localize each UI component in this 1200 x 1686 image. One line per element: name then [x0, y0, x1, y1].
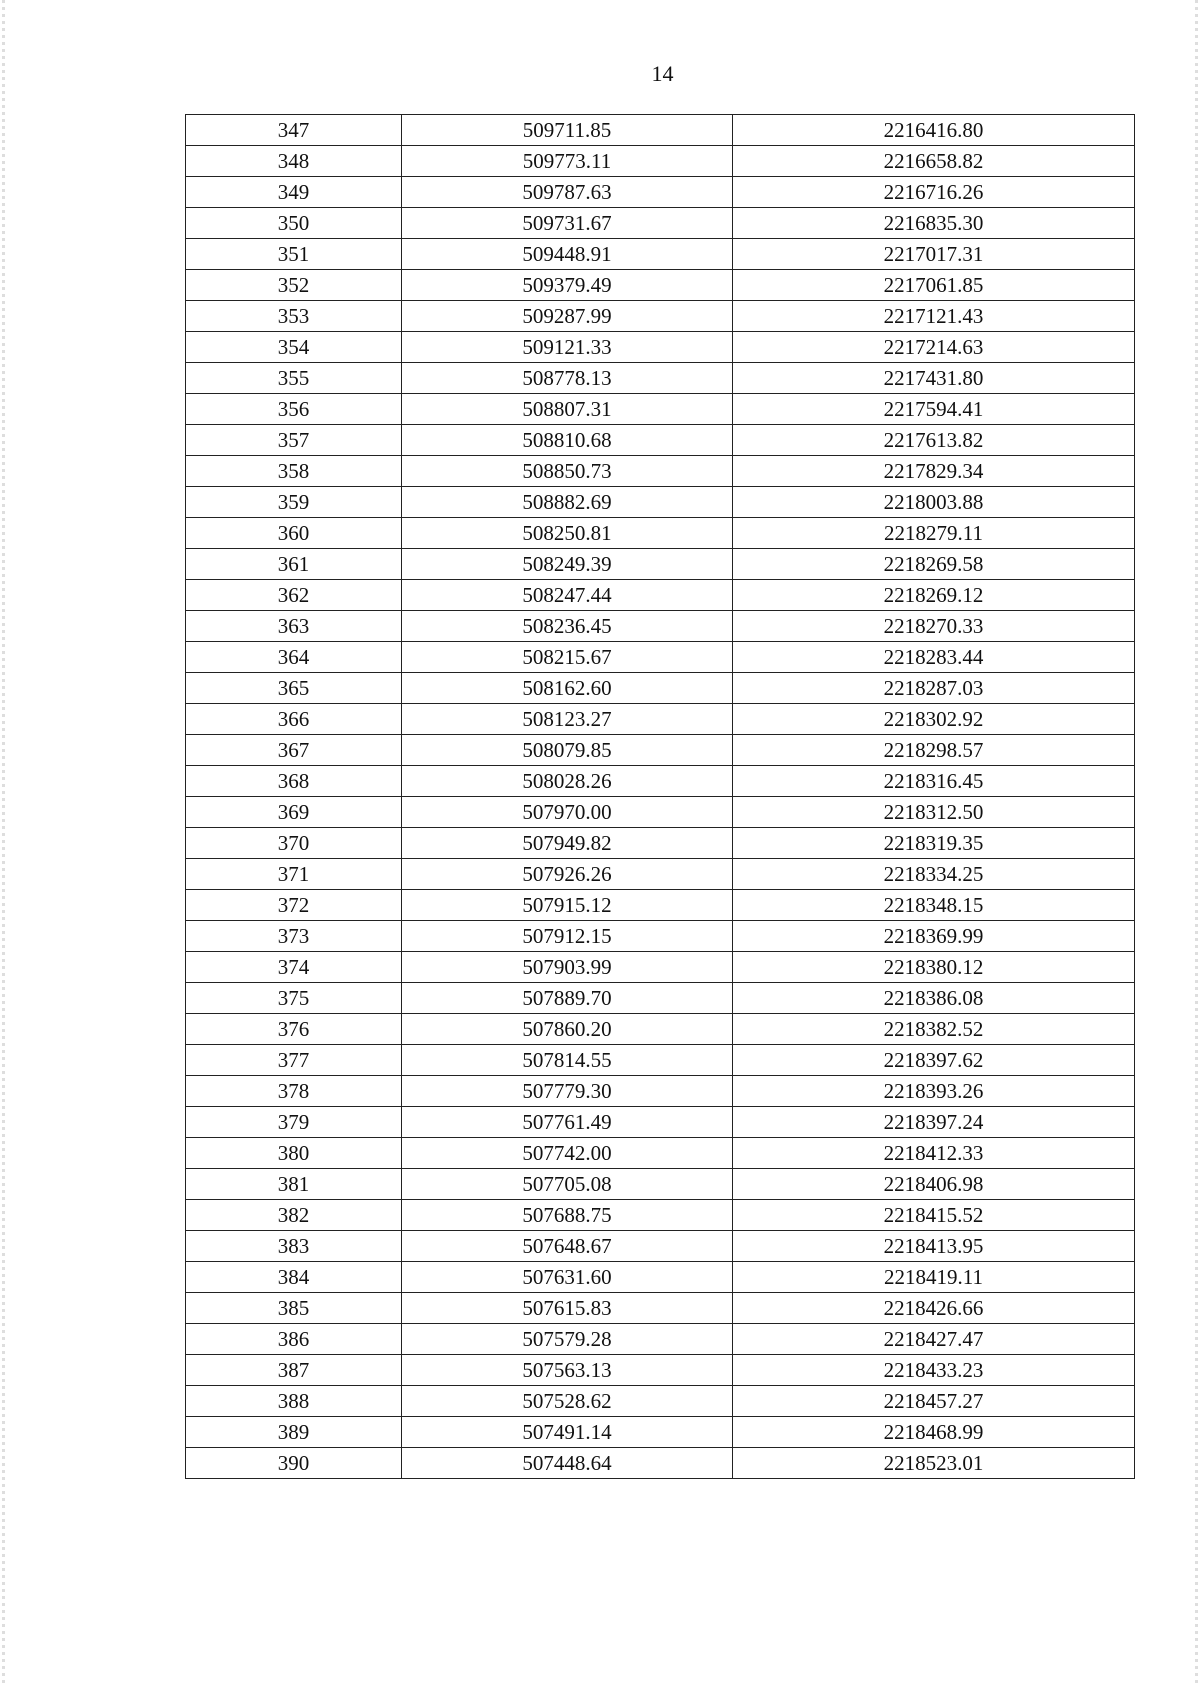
point-number-cell: 379 — [186, 1107, 402, 1138]
y-coordinate-cell: 2218419.11 — [733, 1262, 1135, 1293]
table-row — [186, 115, 1135, 146]
y-coordinate-cell: 2218415.52 — [733, 1200, 1135, 1231]
point-number-cell: 389 — [186, 1417, 402, 1448]
point-number-cell: 362 — [186, 580, 402, 611]
x-coordinate-cell: 507528.62 — [402, 1386, 733, 1417]
coordinate-table-body — [186, 115, 1135, 1479]
point-number-cell: 351 — [186, 239, 402, 270]
coordinate-table — [185, 114, 1135, 1479]
point-number-cell: 386 — [186, 1324, 402, 1355]
point-number-cell: 372 — [186, 890, 402, 921]
point-number-cell: 366 — [186, 704, 402, 735]
y-coordinate-cell: 2218380.12 — [733, 952, 1135, 983]
y-coordinate-cell: 2218397.24 — [733, 1107, 1135, 1138]
y-coordinate-cell: 2218298.57 — [733, 735, 1135, 766]
x-coordinate-cell: 507860.20 — [402, 1014, 733, 1045]
y-coordinate-cell: 2218468.99 — [733, 1417, 1135, 1448]
table-row — [186, 332, 1135, 363]
table-row — [186, 735, 1135, 766]
x-coordinate-cell: 507915.12 — [402, 890, 733, 921]
point-number-cell: 350 — [186, 208, 402, 239]
point-number-cell: 363 — [186, 611, 402, 642]
table-row — [186, 611, 1135, 642]
y-coordinate-cell: 2218523.01 — [733, 1448, 1135, 1479]
y-coordinate-cell: 2218386.08 — [733, 983, 1135, 1014]
table-row — [186, 1200, 1135, 1231]
x-coordinate-cell: 508079.85 — [402, 735, 733, 766]
x-coordinate-cell: 507688.75 — [402, 1200, 733, 1231]
x-coordinate-cell: 507563.13 — [402, 1355, 733, 1386]
page-number: 14 — [651, 61, 674, 86]
table-row — [186, 952, 1135, 983]
table-row — [186, 1076, 1135, 1107]
table-row — [186, 1014, 1135, 1045]
point-number-cell: 380 — [186, 1138, 402, 1169]
table-row — [186, 1169, 1135, 1200]
x-coordinate-cell: 508882.69 — [402, 487, 733, 518]
y-coordinate-cell: 2217594.41 — [733, 394, 1135, 425]
x-coordinate-cell: 507814.55 — [402, 1045, 733, 1076]
table-row — [186, 394, 1135, 425]
point-number-cell: 373 — [186, 921, 402, 952]
x-coordinate-cell: 508215.67 — [402, 642, 733, 673]
table-row — [186, 797, 1135, 828]
x-coordinate-cell: 509773.11 — [402, 146, 733, 177]
y-coordinate-cell: 2216416.80 — [733, 115, 1135, 146]
table-row — [186, 1231, 1135, 1262]
point-number-cell: 356 — [186, 394, 402, 425]
y-coordinate-cell: 2218426.66 — [733, 1293, 1135, 1324]
x-coordinate-cell: 508162.60 — [402, 673, 733, 704]
table-row — [186, 673, 1135, 704]
y-coordinate-cell: 2218279.11 — [733, 518, 1135, 549]
point-number-cell: 378 — [186, 1076, 402, 1107]
x-coordinate-cell: 507742.00 — [402, 1138, 733, 1169]
x-coordinate-cell: 507579.28 — [402, 1324, 733, 1355]
x-coordinate-cell: 507705.08 — [402, 1169, 733, 1200]
y-coordinate-cell: 2218397.62 — [733, 1045, 1135, 1076]
point-number-cell: 352 — [186, 270, 402, 301]
y-coordinate-cell: 2218406.98 — [733, 1169, 1135, 1200]
x-coordinate-cell: 508249.39 — [402, 549, 733, 580]
x-coordinate-cell: 507912.15 — [402, 921, 733, 952]
x-coordinate-cell: 508250.81 — [402, 518, 733, 549]
y-coordinate-cell: 2218433.23 — [733, 1355, 1135, 1386]
table-row — [186, 859, 1135, 890]
x-coordinate-cell: 508247.44 — [402, 580, 733, 611]
point-number-cell: 355 — [186, 363, 402, 394]
point-number-cell: 348 — [186, 146, 402, 177]
table-row — [186, 1262, 1135, 1293]
x-coordinate-cell: 508236.45 — [402, 611, 733, 642]
table-row — [186, 549, 1135, 580]
table-row — [186, 1355, 1135, 1386]
table-row — [186, 208, 1135, 239]
x-coordinate-cell: 507926.26 — [402, 859, 733, 890]
x-coordinate-cell: 507615.83 — [402, 1293, 733, 1324]
x-coordinate-cell: 509448.91 — [402, 239, 733, 270]
scan-edge-left — [2, 0, 5, 1686]
y-coordinate-cell: 2218348.15 — [733, 890, 1135, 921]
x-coordinate-cell: 508850.73 — [402, 456, 733, 487]
y-coordinate-cell: 2218270.33 — [733, 611, 1135, 642]
point-number-cell: 361 — [186, 549, 402, 580]
x-coordinate-cell: 508028.26 — [402, 766, 733, 797]
point-number-cell: 360 — [186, 518, 402, 549]
table-row — [186, 301, 1135, 332]
point-number-cell: 376 — [186, 1014, 402, 1045]
y-coordinate-cell: 2218269.12 — [733, 580, 1135, 611]
point-number-cell: 383 — [186, 1231, 402, 1262]
x-coordinate-cell: 507491.14 — [402, 1417, 733, 1448]
table-row — [186, 580, 1135, 611]
point-number-cell: 382 — [186, 1200, 402, 1231]
x-coordinate-cell: 507631.60 — [402, 1262, 733, 1293]
table-row — [186, 1386, 1135, 1417]
point-number-cell: 369 — [186, 797, 402, 828]
point-number-cell: 349 — [186, 177, 402, 208]
table-row — [186, 487, 1135, 518]
x-coordinate-cell: 508810.68 — [402, 425, 733, 456]
point-number-cell: 385 — [186, 1293, 402, 1324]
y-coordinate-cell: 2218003.88 — [733, 487, 1135, 518]
point-number-cell: 365 — [186, 673, 402, 704]
scan-edge-right — [1195, 0, 1198, 1686]
x-coordinate-cell: 509379.49 — [402, 270, 733, 301]
x-coordinate-cell: 509787.63 — [402, 177, 733, 208]
point-number-cell: 370 — [186, 828, 402, 859]
y-coordinate-cell: 2218427.47 — [733, 1324, 1135, 1355]
y-coordinate-cell: 2218287.03 — [733, 673, 1135, 704]
y-coordinate-cell: 2218393.26 — [733, 1076, 1135, 1107]
table-row — [186, 239, 1135, 270]
table-row — [186, 146, 1135, 177]
table-row — [186, 704, 1135, 735]
y-coordinate-cell: 2218319.35 — [733, 828, 1135, 859]
point-number-cell: 347 — [186, 115, 402, 146]
x-coordinate-cell: 508778.13 — [402, 363, 733, 394]
table-row — [186, 1324, 1135, 1355]
table-row — [186, 983, 1135, 1014]
y-coordinate-cell: 2217121.43 — [733, 301, 1135, 332]
point-number-cell: 371 — [186, 859, 402, 890]
table-row — [186, 921, 1135, 952]
table-row — [186, 890, 1135, 921]
x-coordinate-cell: 507970.00 — [402, 797, 733, 828]
x-coordinate-cell: 507949.82 — [402, 828, 733, 859]
y-coordinate-cell: 2218413.95 — [733, 1231, 1135, 1262]
y-coordinate-cell: 2217214.63 — [733, 332, 1135, 363]
table-row — [186, 456, 1135, 487]
x-coordinate-cell: 508123.27 — [402, 704, 733, 735]
y-coordinate-cell: 2217061.85 — [733, 270, 1135, 301]
y-coordinate-cell: 2218369.99 — [733, 921, 1135, 952]
y-coordinate-cell: 2218316.45 — [733, 766, 1135, 797]
table-row — [186, 518, 1135, 549]
y-coordinate-cell: 2218312.50 — [733, 797, 1135, 828]
table-row — [186, 425, 1135, 456]
table-row — [186, 1293, 1135, 1324]
y-coordinate-cell: 2218302.92 — [733, 704, 1135, 735]
point-number-cell: 381 — [186, 1169, 402, 1200]
y-coordinate-cell: 2218334.25 — [733, 859, 1135, 890]
y-coordinate-cell: 2217431.80 — [733, 363, 1135, 394]
x-coordinate-cell: 508807.31 — [402, 394, 733, 425]
y-coordinate-cell: 2216835.30 — [733, 208, 1135, 239]
x-coordinate-cell: 509121.33 — [402, 332, 733, 363]
point-number-cell: 388 — [186, 1386, 402, 1417]
x-coordinate-cell: 509711.85 — [402, 115, 733, 146]
table-row — [186, 1448, 1135, 1479]
point-number-cell: 377 — [186, 1045, 402, 1076]
table-row — [186, 828, 1135, 859]
y-coordinate-cell: 2218412.33 — [733, 1138, 1135, 1169]
y-coordinate-cell: 2218269.58 — [733, 549, 1135, 580]
point-number-cell: 359 — [186, 487, 402, 518]
point-number-cell: 368 — [186, 766, 402, 797]
table-row — [186, 1045, 1135, 1076]
table-row — [186, 1107, 1135, 1138]
point-number-cell: 357 — [186, 425, 402, 456]
y-coordinate-cell: 2217829.34 — [733, 456, 1135, 487]
y-coordinate-cell: 2218457.27 — [733, 1386, 1135, 1417]
x-coordinate-cell: 507448.64 — [402, 1448, 733, 1479]
point-number-cell: 364 — [186, 642, 402, 673]
x-coordinate-cell: 507889.70 — [402, 983, 733, 1014]
table-row — [186, 270, 1135, 301]
x-coordinate-cell: 507761.49 — [402, 1107, 733, 1138]
table-row — [186, 177, 1135, 208]
point-number-cell: 384 — [186, 1262, 402, 1293]
point-number-cell: 354 — [186, 332, 402, 363]
table-row — [186, 1417, 1135, 1448]
y-coordinate-cell: 2217017.31 — [733, 239, 1135, 270]
y-coordinate-cell: 2218283.44 — [733, 642, 1135, 673]
x-coordinate-cell: 509287.99 — [402, 301, 733, 332]
y-coordinate-cell: 2216658.82 — [733, 146, 1135, 177]
x-coordinate-cell: 507779.30 — [402, 1076, 733, 1107]
point-number-cell: 390 — [186, 1448, 402, 1479]
table-row — [186, 766, 1135, 797]
point-number-cell: 358 — [186, 456, 402, 487]
y-coordinate-cell: 2218382.52 — [733, 1014, 1135, 1045]
x-coordinate-cell: 507648.67 — [402, 1231, 733, 1262]
point-number-cell: 374 — [186, 952, 402, 983]
x-coordinate-cell: 507903.99 — [402, 952, 733, 983]
table-row — [186, 363, 1135, 394]
y-coordinate-cell: 2217613.82 — [733, 425, 1135, 456]
table-row — [186, 642, 1135, 673]
y-coordinate-cell: 2216716.26 — [733, 177, 1135, 208]
table-row — [186, 1138, 1135, 1169]
point-number-cell: 353 — [186, 301, 402, 332]
point-number-cell: 387 — [186, 1355, 402, 1386]
point-number-cell: 375 — [186, 983, 402, 1014]
x-coordinate-cell: 509731.67 — [402, 208, 733, 239]
point-number-cell: 367 — [186, 735, 402, 766]
